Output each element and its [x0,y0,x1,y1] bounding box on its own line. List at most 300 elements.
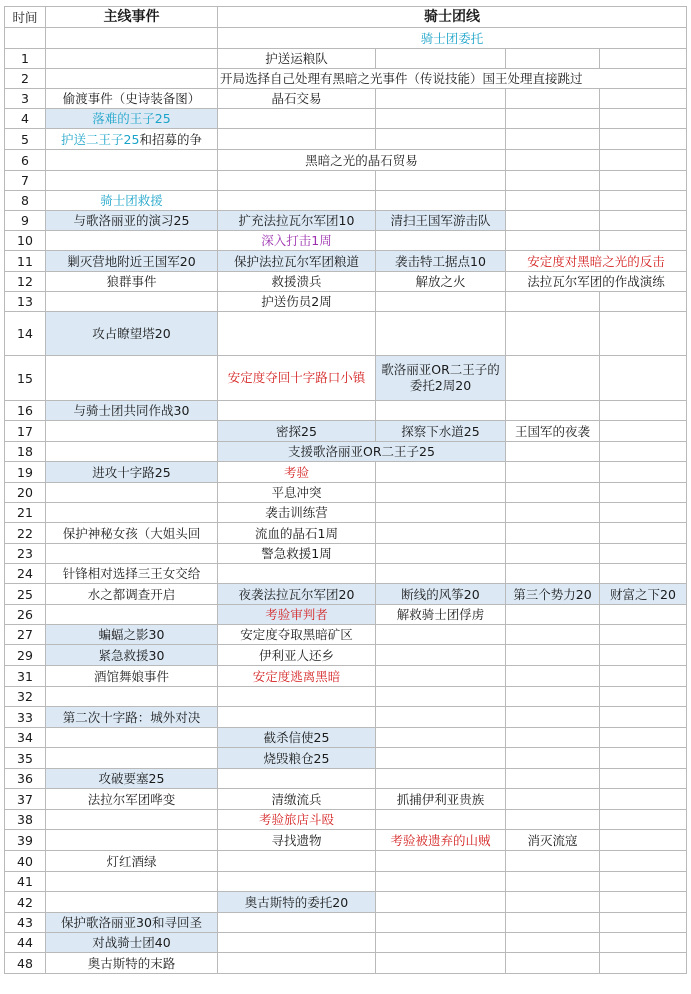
knight-event-cell[interactable] [600,544,687,564]
knight-event-cell[interactable] [600,830,687,851]
knight-event-cell[interactable] [506,442,600,462]
knight-event-cell[interactable] [600,687,687,707]
knight-event-cell[interactable] [506,666,600,687]
table-row [5,251,687,272]
knight-event-cell[interactable] [600,769,687,789]
knight-event-cell[interactable] [218,312,376,356]
knight-event-cell[interactable] [600,666,687,687]
knight-event-cell[interactable] [600,728,687,748]
main-event-cell[interactable]: 奥古斯特的末路 [46,953,218,974]
main-event-cell[interactable]: 紧急救援30 [46,645,218,666]
main-event-cell[interactable] [46,421,218,442]
time-cell[interactable]: 3 [5,89,46,109]
knight-event-cell[interactable] [376,872,506,892]
knight-event-cell[interactable] [376,707,506,728]
header-row [5,7,687,28]
knight-event-cell[interactable] [506,810,600,830]
table-row [5,109,687,129]
knight-event-cell[interactable] [218,129,376,150]
knight-event-cell[interactable]: 警急救援1周 [218,544,376,564]
knight-event-cell[interactable] [376,49,506,69]
knight-event-cell[interactable] [376,109,506,129]
event-spreadsheet [4,6,687,974]
knight-event-cell[interactable] [506,544,600,564]
knight-event-cell[interactable] [506,605,600,625]
time-cell[interactable]: 16 [5,401,46,421]
time-cell[interactable]: 4 [5,109,46,129]
knight-event-cell[interactable] [506,769,600,789]
knight-event-cell[interactable] [376,892,506,913]
main-event-cell[interactable] [46,544,218,564]
knight-event-cell[interactable] [506,564,600,584]
time-cell[interactable]: 17 [5,421,46,442]
time-cell[interactable]: 9 [5,211,46,231]
main-event-cell[interactable]: 第二次十字路：城外对决 [46,707,218,728]
knight-event-cell[interactable]: 护送伤员2周 [218,292,376,312]
knight-event-cell[interactable] [600,503,687,523]
knight-event-cell[interactable] [376,462,506,483]
knight-event-cell[interactable]: 解救骑士团俘虏 [376,605,506,625]
knight-event-cell[interactable] [506,892,600,913]
time-cell[interactable]: 27 [5,625,46,645]
knight-event-cell[interactable] [218,769,376,789]
table-row [5,421,687,442]
event-text: 和招募的争 [139,131,202,147]
knight-event-cell[interactable] [506,89,600,109]
table-row [5,748,687,769]
main-event-cell[interactable]: 剿灭营地附近王国军20 [46,251,218,272]
table-row [5,523,687,544]
main-event-cell[interactable] [46,748,218,769]
time-cell[interactable]: 18 [5,442,46,462]
knight-event-cell[interactable] [376,728,506,748]
main-event-cell[interactable] [46,150,218,171]
knight-event-cell[interactable] [600,421,687,442]
time-cell[interactable]: 24 [5,564,46,584]
knight-event-cell[interactable] [600,211,687,231]
knight-event-cell[interactable] [506,292,600,312]
knight-event-cell[interactable] [600,872,687,892]
time-cell[interactable]: 38 [5,810,46,830]
main-event-cell[interactable] [46,231,218,251]
knight-event-cell[interactable] [506,933,600,953]
time-cell[interactable]: 1 [5,49,46,69]
knight-event-cell[interactable]: 法拉瓦尔军团的作战演练 [506,272,687,292]
knight-event-cell[interactable] [600,645,687,666]
knight-event-cell[interactable] [600,748,687,769]
header-time[interactable]: 时间 [5,7,46,28]
time-cell[interactable]: 39 [5,830,46,851]
table-row [5,503,687,523]
knight-event-cell[interactable] [376,401,506,421]
time-cell[interactable]: 29 [5,645,46,666]
knight-event-cell[interactable]: 救援溃兵 [218,272,376,292]
knight-event-cell[interactable] [376,769,506,789]
knight-event-cell[interactable]: 断线的风筝20 [376,584,506,605]
time-cell[interactable]: 10 [5,231,46,251]
knight-event-cell[interactable] [600,401,687,421]
main-event-cell[interactable] [46,272,218,292]
knight-event-cell[interactable]: 安定度夺回十字路口小镇 [218,356,376,401]
knight-event-cell[interactable] [506,171,600,191]
table-row [5,129,687,150]
table-row [5,953,687,974]
knight-event-cell[interactable]: 消灭流寇 [506,830,600,851]
time-cell[interactable]: 15 [5,356,46,401]
knight-event-cell[interactable]: 安定度夺取黑暗矿区 [218,625,376,645]
knight-event-cell[interactable]: 考验审判者 [218,605,376,625]
knight-event-cell[interactable] [506,645,600,666]
knight-event-cell[interactable] [506,707,600,728]
time-cell[interactable]: 6 [5,150,46,171]
main-event-cell[interactable] [46,483,218,503]
main-event-cell[interactable] [46,523,218,544]
main-event-cell[interactable] [46,129,218,150]
knight-event-cell[interactable]: 流血的晶石1周 [218,523,376,544]
knight-event-cell[interactable] [376,933,506,953]
knight-event-cell[interactable] [600,49,687,69]
knight-event-cell[interactable] [376,171,506,191]
knight-event-cell[interactable] [376,748,506,769]
table-row [5,584,687,605]
main-event-cell[interactable]: 对战骑士团40 [46,933,218,953]
main-event-cell[interactable]: 骑士团救援 [46,191,218,211]
knight-event-cell[interactable] [600,171,687,191]
knight-event-cell[interactable] [600,129,687,150]
knight-event-cell[interactable]: 探察下水道25 [376,421,506,442]
table-row [5,272,687,292]
knight-event-cell[interactable] [506,401,600,421]
knight-event-cell[interactable] [506,953,600,974]
main-event-cell[interactable] [46,605,218,625]
knight-event-cell[interactable] [218,171,376,191]
main-event-cell[interactable]: 落难的王子25 [46,109,218,129]
knight-event-cell[interactable]: 歌洛丽亚OR二王子的委托2周20 [376,356,506,401]
knight-event-cell[interactable] [376,312,506,356]
knight-event-cell[interactable] [600,851,687,872]
knight-event-cell[interactable] [218,933,376,953]
time-cell[interactable]: 44 [5,933,46,953]
main-event-cell[interactable]: 与歌洛丽亚的演习25 [46,211,218,231]
knight-event-cell[interactable] [506,728,600,748]
knight-event-cell[interactable] [376,645,506,666]
time-cell[interactable]: 41 [5,872,46,892]
main-event-cell[interactable] [46,687,218,707]
main-event-cell[interactable]: 攻破要塞25 [46,769,218,789]
time-cell[interactable]: 34 [5,728,46,748]
knight-event-cell[interactable]: 考验被遗弃的山贼 [376,830,506,851]
knight-event-cell[interactable] [600,442,687,462]
main-event-cell[interactable] [46,292,218,312]
knight-event-cell[interactable] [376,810,506,830]
knight-event-cell[interactable] [600,605,687,625]
knight-event-cell[interactable] [506,503,600,523]
knight-event-cell[interactable] [600,89,687,109]
knight-event-cell[interactable]: 寻找遗物 [218,830,376,851]
table-row [5,810,687,830]
knight-event-cell[interactable]: 深入打击1周 [218,231,376,251]
knight-event-cell[interactable] [600,953,687,974]
time-cell[interactable]: 40 [5,851,46,872]
knight-event-cell[interactable] [506,748,600,769]
knight-event-cell[interactable]: 安定度对黑暗之光的反击 [506,251,687,272]
time-cell[interactable]: 48 [5,953,46,974]
knight-event-cell[interactable] [376,544,506,564]
knight-event-cell[interactable]: 保护法拉瓦尔军团粮道 [218,251,376,272]
event-text: 狼群事件 [106,274,157,289]
knight-event-cell[interactable] [600,810,687,830]
knight-event-cell[interactable] [376,483,506,503]
knight-event-cell[interactable] [600,231,687,251]
knight-event-cell[interactable] [218,913,376,933]
main-event-cell[interactable] [46,442,218,462]
main-event-cell[interactable] [46,564,218,584]
time-cell[interactable]: 5 [5,129,46,150]
knight-event-cell[interactable] [600,292,687,312]
time-cell[interactable]: 43 [5,913,46,933]
knight-event-cell[interactable] [506,129,600,150]
main-event-cell[interactable]: 蝙蝠之影30 [46,625,218,645]
knight-event-cell[interactable]: 第三个势力20 [506,584,600,605]
knight-event-cell[interactable]: 财富之下20 [600,584,687,605]
knight-event-cell[interactable] [600,150,687,171]
knight-event-cell[interactable] [600,789,687,810]
knight-event-cell[interactable] [600,191,687,211]
knight-event-cell[interactable]: 袭击训练营 [218,503,376,523]
knight-event-cell[interactable] [600,913,687,933]
knight-event-cell[interactable] [600,356,687,401]
table-row [5,707,687,728]
table-row [5,666,687,687]
header-main[interactable]: 主线事件 [46,7,218,28]
knight-event-cell[interactable]: 开局选择自己处理有黑暗之光事件（传说技能）国王处理直接跳过 [218,69,687,89]
main-event-cell[interactable]: 灯红酒绿 [46,851,218,872]
time-cell[interactable]: 12 [5,272,46,292]
table-row [5,312,687,356]
knight-event-cell[interactable] [376,89,506,109]
knight-event-cell[interactable] [376,913,506,933]
table-row [5,913,687,933]
table-row [5,401,687,421]
time-cell[interactable]: 8 [5,191,46,211]
knight-event-cell[interactable] [218,872,376,892]
main-event-cell[interactable] [46,872,218,892]
time-cell[interactable]: 42 [5,892,46,913]
table-row [5,356,687,401]
main-event-cell[interactable]: 进攻十字路25 [46,462,218,483]
time-cell[interactable]: 19 [5,462,46,483]
knight-event-cell[interactable] [376,129,506,150]
time-cell[interactable]: 26 [5,605,46,625]
knight-event-cell[interactable] [218,109,376,129]
knight-event-cell[interactable] [506,211,600,231]
cell-empty[interactable] [46,28,218,49]
knight-event-cell[interactable] [506,789,600,810]
time-cell[interactable]: 37 [5,789,46,810]
cell-empty[interactable] [5,28,46,49]
time-cell[interactable]: 21 [5,503,46,523]
knight-event-cell[interactable]: 支援歌洛丽亚OR二王子25 [218,442,506,462]
time-cell[interactable]: 35 [5,748,46,769]
main-event-cell[interactable] [46,49,218,69]
knight-event-cell[interactable] [218,191,376,211]
knight-commission-cell[interactable]: 骑士团委托 [218,28,687,49]
knight-event-cell[interactable] [376,666,506,687]
knight-event-cell[interactable]: 考验 [218,462,376,483]
knight-event-cell[interactable] [376,523,506,544]
knight-event-cell[interactable] [506,462,600,483]
knight-event-cell[interactable] [600,462,687,483]
knight-event-cell[interactable]: 抓捕伊利亚贵族 [376,789,506,810]
table-row [5,625,687,645]
knight-event-cell[interactable] [218,707,376,728]
knight-event-cell[interactable] [376,564,506,584]
table-row [5,687,687,707]
knight-event-cell[interactable]: 解放之火 [376,272,506,292]
table-row [5,605,687,625]
event-text: 保护神秘女孩（大姐头回 [62,525,201,541]
main-event-cell[interactable] [46,830,218,851]
table-row [5,211,687,231]
knight-event-cell[interactable] [376,851,506,872]
knight-event-cell[interactable] [506,150,600,171]
main-event-cell[interactable] [46,356,218,401]
time-cell[interactable]: 2 [5,69,46,89]
knight-event-cell[interactable] [376,625,506,645]
knight-event-cell[interactable] [376,687,506,707]
event-text: 针锋相对选择三王女交给 [62,566,201,581]
knight-event-cell[interactable] [600,483,687,503]
table-row [5,769,687,789]
knight-commission-row [5,28,687,49]
knight-event-cell[interactable] [218,687,376,707]
knight-event-cell[interactable]: 安定度逃离黑暗 [218,666,376,687]
knight-event-cell[interactable] [506,687,600,707]
knight-event-cell[interactable] [506,49,600,69]
knight-event-cell[interactable] [506,523,600,544]
main-event-cell[interactable]: 水之都调查开启 [46,584,218,605]
main-event-cell[interactable] [46,913,218,933]
knight-event-cell[interactable]: 奥古斯特的委托20 [218,892,376,913]
knight-event-cell[interactable] [506,109,600,129]
knight-event-cell[interactable]: 烧毁粮仓25 [218,748,376,769]
knight-event-cell[interactable] [218,401,376,421]
knight-event-cell[interactable]: 伊利亚人还乡 [218,645,376,666]
knight-event-cell[interactable] [506,356,600,401]
knight-event-cell[interactable]: 密探25 [218,421,376,442]
knight-event-cell[interactable] [376,953,506,974]
main-event-cell[interactable]: 法拉尔军团哗变 [46,789,218,810]
event-text: 保护歌洛丽亚30和寻回圣 [61,915,202,930]
main-event-cell[interactable] [46,892,218,913]
knight-event-cell[interactable] [218,564,376,584]
knight-event-cell[interactable] [506,191,600,211]
main-event-cell[interactable]: 偷渡事件（史诗装备图） [46,89,218,109]
main-event-cell[interactable] [46,503,218,523]
main-event-cell[interactable] [46,171,218,191]
time-cell[interactable]: 33 [5,707,46,728]
table-row [5,728,687,748]
main-event-cell[interactable] [46,69,218,89]
knight-event-cell[interactable] [506,231,600,251]
time-cell[interactable]: 14 [5,312,46,356]
knight-event-cell[interactable] [376,191,506,211]
table-row [5,442,687,462]
knight-event-cell[interactable]: 王国军的夜袭 [506,421,600,442]
event-text-cyan: 护送二王子25 [61,131,140,147]
knight-event-cell[interactable] [600,109,687,129]
main-event-cell[interactable]: 攻占瞭望塔20 [46,312,218,356]
knight-event-cell[interactable]: 平息冲突 [218,483,376,503]
knight-event-cell[interactable] [600,625,687,645]
knight-event-cell[interactable] [600,312,687,356]
knight-event-cell[interactable] [600,933,687,953]
table-row [5,462,687,483]
header-knight[interactable]: 骑士团线 [218,7,687,28]
knight-event-cell[interactable] [506,913,600,933]
knight-event-cell[interactable] [506,483,600,503]
knight-event-cell[interactable] [218,851,376,872]
knight-event-cell[interactable] [506,872,600,892]
knight-event-cell[interactable]: 扩充法拉瓦尔军团10 [218,211,376,231]
main-event-cell[interactable] [46,728,218,748]
knight-event-cell[interactable] [600,707,687,728]
time-cell[interactable]: 22 [5,523,46,544]
main-event-cell[interactable] [46,810,218,830]
time-cell[interactable]: 20 [5,483,46,503]
table-row [5,564,687,584]
table-row [5,933,687,953]
knight-event-cell[interactable]: 清扫王国军游击队 [376,211,506,231]
main-event-cell[interactable]: 酒馆舞娘事件 [46,666,218,687]
knight-event-cell[interactable]: 护送运粮队 [218,49,376,69]
time-cell[interactable]: 11 [5,251,46,272]
time-cell[interactable]: 31 [5,666,46,687]
knight-event-cell[interactable] [376,231,506,251]
table-row [5,892,687,913]
table-row [5,830,687,851]
knight-event-cell[interactable]: 截杀信使25 [218,728,376,748]
time-cell[interactable]: 36 [5,769,46,789]
knight-event-cell[interactable] [506,625,600,645]
knight-event-cell[interactable] [600,523,687,544]
main-event-cell[interactable]: 与骑士团共同作战30 [46,401,218,421]
knight-event-cell[interactable] [376,292,506,312]
knight-event-cell[interactable]: 考验旅店斗殴 [218,810,376,830]
knight-event-cell[interactable]: 袭击特工据点10 [376,251,506,272]
time-cell[interactable]: 7 [5,171,46,191]
knight-event-cell[interactable]: 清缴流兵 [218,789,376,810]
knight-event-cell[interactable] [600,892,687,913]
knight-event-cell[interactable] [506,312,600,356]
table-row [5,171,687,191]
knight-event-cell[interactable] [376,503,506,523]
knight-event-cell[interactable] [600,564,687,584]
table-row [5,89,687,109]
knight-event-cell[interactable]: 黑暗之光的晶石贸易 [218,150,506,171]
time-cell[interactable]: 13 [5,292,46,312]
time-cell[interactable]: 23 [5,544,46,564]
table-row [5,191,687,211]
knight-event-cell[interactable]: 夜袭法拉瓦尔军团20 [218,584,376,605]
time-cell[interactable]: 32 [5,687,46,707]
knight-event-cell[interactable]: 晶石交易 [218,89,376,109]
time-cell[interactable]: 25 [5,584,46,605]
table-row [5,231,687,251]
knight-event-cell[interactable] [218,953,376,974]
knight-event-cell[interactable] [506,851,600,872]
table-row [5,69,687,89]
